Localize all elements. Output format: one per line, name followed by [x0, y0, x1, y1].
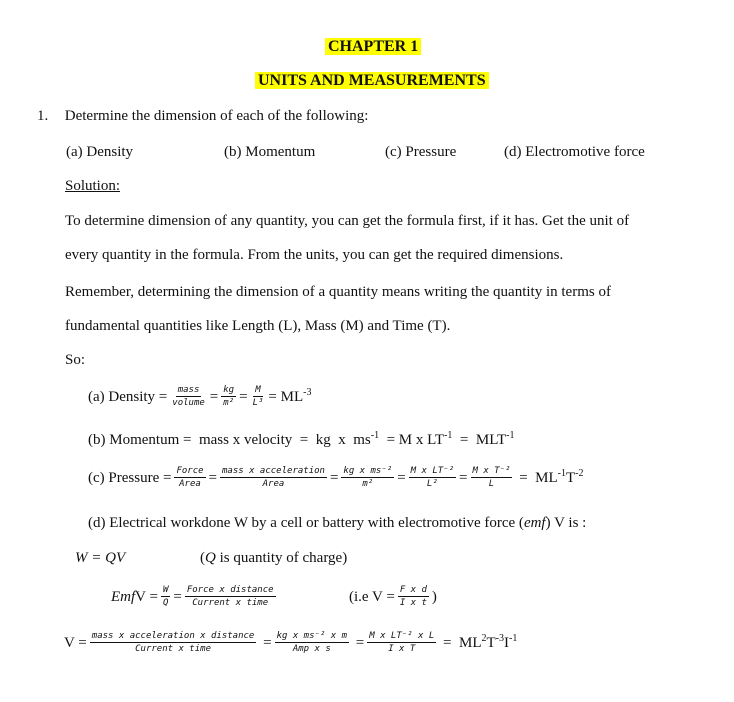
option-emf: (d) Electromotive force	[504, 144, 645, 160]
chapter-label: CHAPTER 1	[325, 38, 421, 55]
emf-equation: Emf V = $\frac{W}{Q}$ = $\frac{\text{Force x distance}}{\text{Current x time}}$	[111, 585, 274, 608]
voltage-fraction-2: $\frac{\text{kg x ms⁻² x m}}{\text{Amp x s}}$	[276, 631, 348, 654]
density-result: = $ML^{-3}$	[268, 386, 312, 405]
density-label: (a) Density =	[88, 388, 168, 405]
so-label: So:	[65, 352, 86, 368]
solution-line-3: Remember, determining the dimension of a quantity means writing the quantity in terms of	[65, 284, 611, 300]
density-fraction-2: $\frac{kg}{\text{m²}}$	[223, 385, 235, 408]
chapter-title	[255, 71, 489, 90]
option-pressure: (c) Pressure	[385, 144, 457, 160]
voltage-label: V =	[64, 634, 87, 651]
momentum-equation: (b) Momentum = mass x velocity = kg x $ms^{-1} = M$ x $LT^{-1} = MLT^{-1}$	[88, 430, 515, 448]
pressure-label: (c) Pressure =	[88, 469, 172, 486]
emf-term: emf	[523, 515, 546, 531]
voltage-fraction-1: $\frac{\text{mass x acceleration x distance}}{\text{Current x time}}$	[91, 631, 255, 654]
solution-line-1: To determine dimension of any quantity, you can get the formula first, if it has. Get the unit of	[65, 213, 630, 229]
pressure-fraction-3: $\frac{\text{kg x ms⁻²}}{\text{m²}}$	[343, 466, 393, 489]
emf-intro: (d) Electrical workdone W by a cell or battery with electromotive force (emf) V is :	[88, 515, 587, 531]
question-number: 1.	[37, 108, 49, 124]
pressure-result: = $ML^{-1}T^{-2}$	[515, 467, 584, 486]
density-fraction-3: $\frac{M}{\text{L³}}$	[252, 385, 264, 408]
pressure-fraction-4: $\frac{\text{M x LT⁻²}}{\text{L²}}$	[410, 466, 455, 489]
option-density: (a) Density	[66, 144, 134, 160]
density-equation: (a) Density = $\frac{\text{mass}}{\text{volume}}$ = $\frac{kg}{\text{m²}}$ = $\frac{M}{\text{L³}}$ = $ML^{-3}$	[88, 385, 312, 408]
solution-line-4: fundamental quantities like Length (L), Mass (M) and Time (T).	[65, 318, 451, 334]
question-line	[37, 107, 368, 125]
emf-label: Emf	[111, 588, 136, 605]
charge-note: (Q is quantity of charge)	[200, 550, 348, 566]
pressure-fraction-5: $\frac{\text{M x T⁻²}}{L}$	[472, 466, 511, 489]
density-fraction-1: $\frac{\text{mass}}{\text{volume}}$	[172, 385, 205, 408]
voltage-fraction-3: $\frac{\text{M x LT⁻² x L}}{\text{I x T}}$	[369, 631, 435, 654]
pressure-fraction-2: $\frac{\text{mass x acceleration}}{\text{Area}}$	[222, 466, 325, 489]
voltage-result: = $ML^2T^{-3}I^{-1}$	[439, 632, 518, 651]
question-text: Determine the dimension of each of the following:	[64, 108, 369, 124]
chapter-heading	[325, 37, 421, 56]
solution-line-2: every quantity in the formula. From the units, you can get the required dimensions.	[65, 247, 564, 263]
emf-fraction-2: $\frac{\text{Force x distance}}{\text{Current x time}}$	[186, 585, 274, 608]
emf-ie-fraction: $\frac{\text{F x d}}{\text{I x t}}$	[399, 585, 427, 608]
option-momentum: (b) Momentum	[224, 144, 316, 160]
emf-ie-equation: (i.e V = $\frac{\text{F x d}}{\text{I x t}}$ )	[349, 585, 437, 608]
chapter-title-label: UNITS AND MEASUREMENTS	[255, 72, 489, 89]
wqv-equation: W = QV	[75, 550, 126, 566]
pressure-fraction-1: $\frac{\text{Force}}{\text{Area}}$	[176, 466, 204, 489]
pressure-equation: (c) Pressure = $\frac{\text{Force}}{\text{Area}}$ = $\frac{\text{mass x acceleration}}{\text{Area}}$ = $\frac{\text{kg x ms⁻²}}{\text{m²}}$ = $\frac{\text{M x LT⁻²}}{\text{L²}}$ = $\frac{\text{M x T⁻²}}{L}$ = $ML^{-1}T^{-2}$	[88, 466, 584, 489]
emf-fraction-1: $\frac{W}{Q}$	[162, 585, 169, 608]
voltage-equation: V = $\frac{\text{mass x acceleration x distance}}{\text{Current x time}}$ = $\frac{\text{kg x ms⁻² x m}}{\text{Amp x s}}$ = $\frac{\text{M x LT⁻² x L}}{\text{I x T}}$ = $ML^2T^{-3}I^{-1}$	[64, 631, 518, 654]
solution-label: Solution:	[65, 178, 121, 194]
